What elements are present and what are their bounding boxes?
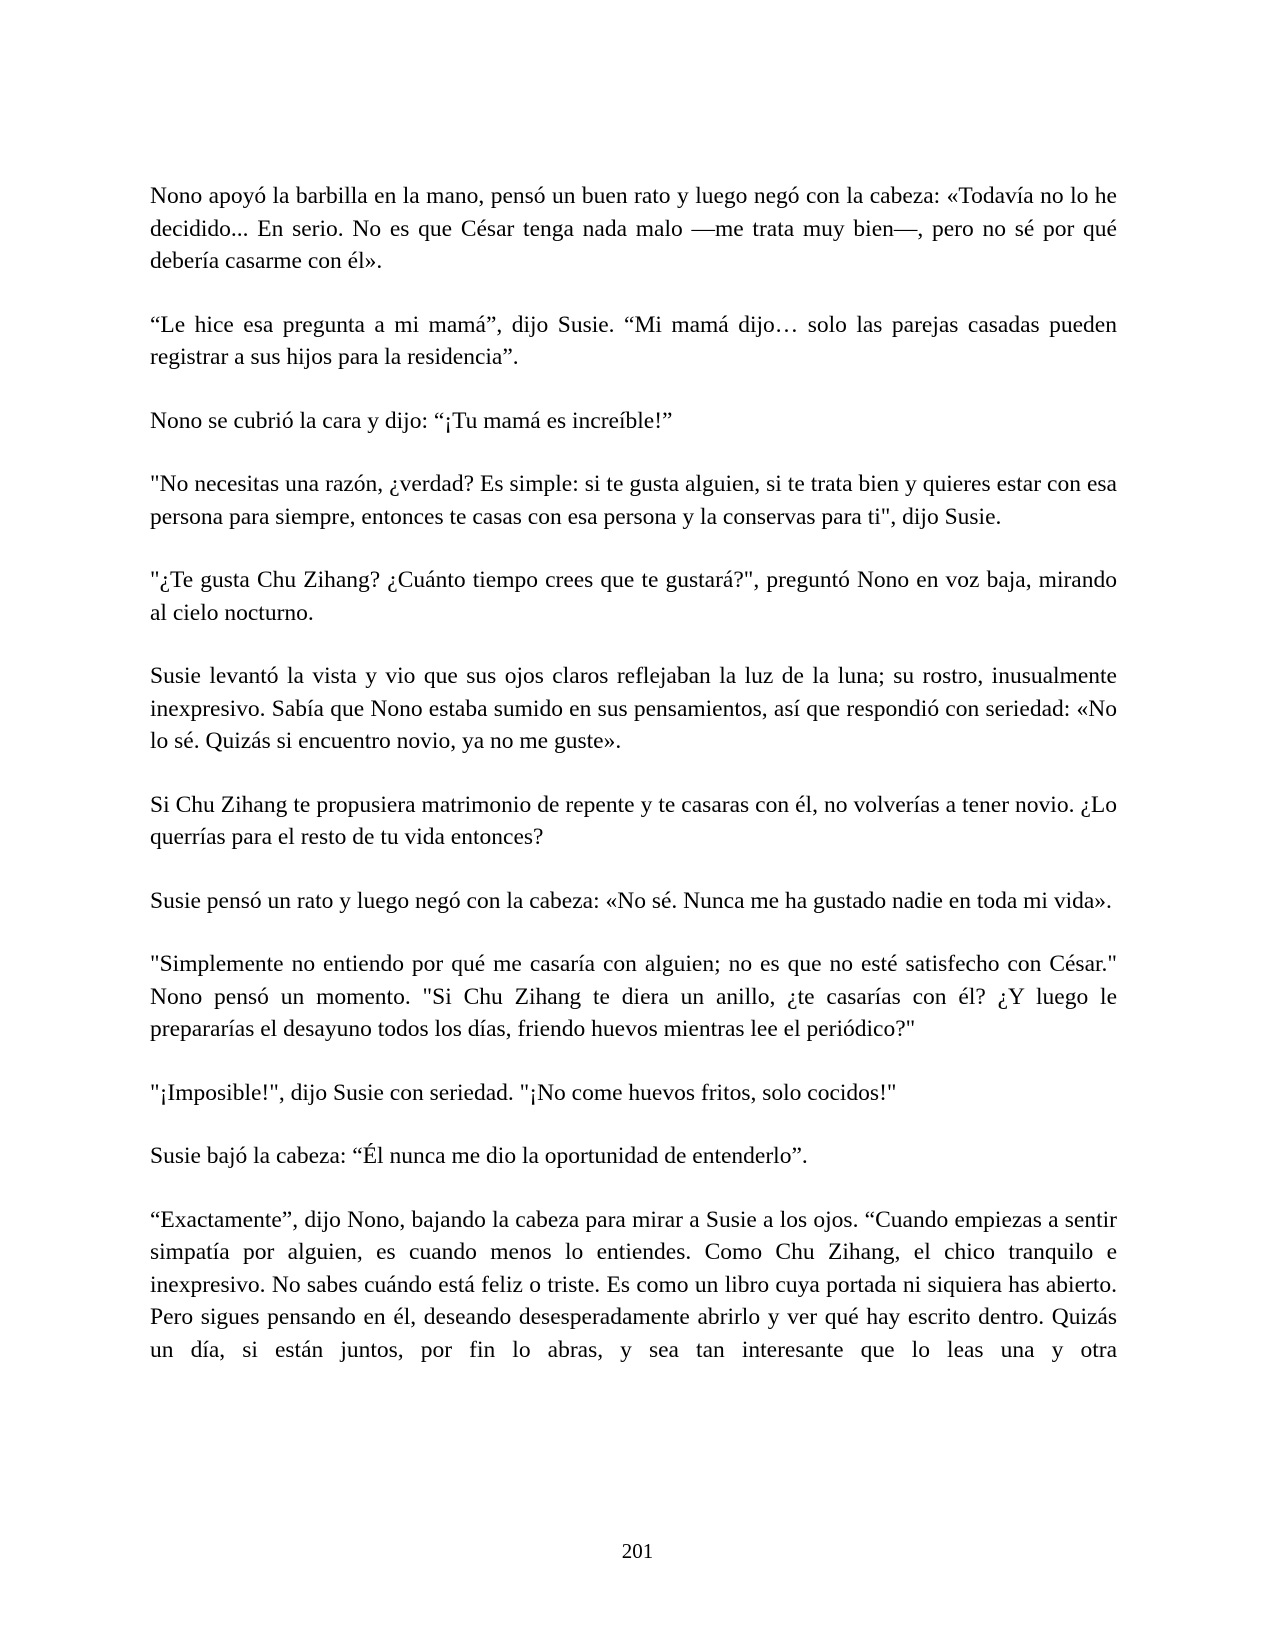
- text-body: [150, 180, 1117, 1366]
- paragraph-5: "¿Te gusta Chu Zihang? ¿Cuánto tiempo crees que te gustará?", preguntó Nono en voz baja, mirando al cielo nocturno.: [150, 567, 1117, 626]
- paragraph-10: "¡Imposible!", dijo Susie con seriedad. "¡No come huevos fritos, solo cocidos!": [150, 1079, 897, 1106]
- paragraph-7: Si Chu Zihang te propusiera matrimonio de repente y te casaras con él, no volverías a tener novio. ¿Lo querrías para el resto de tu vida entonces?: [150, 791, 1117, 850]
- paragraph-6: Susie levantó la vista y vio que sus ojos claros reflejaban la luz de la luna; su rostro, inusualmente inexpresivo. Sabía que Nono estaba sumido en sus pensamientos, así que respondió con seriedad: «No lo sé. Quizás si encuentro novio, ya no me guste».: [150, 663, 1117, 754]
- page-number: 201: [621, 1539, 654, 1563]
- paragraph-12: “Exactamente”, dijo Nono, bajando la cabeza para mirar a Susie a los ojos. “Cuando empiezas a sentir simpatía por alguien, es cuando menos lo entiendes. Como Chu Zihang, el chico tranquilo e inexpresivo. No sabes cuándo está feliz o triste. Es como un libro cuya portada ni siquiera has abierto. Pero sigues pensando en él, deseando desesperadamente abrirlo y ver qué hay escrito dentro. Quizás un día, si están juntos, por fin lo abras, y sea tan interesante que lo leas una y otra: [150, 1206, 1117, 1363]
- paragraph-9: "Simplemente no entiendo por qué me casaría con alguien; no es que no esté satisfecho con César." Nono pensó un momento. "Si Chu Zihang te diera un anillo, ¿te casarías con él? ¿Y luego le prepararías el desayuno todos los días, friendo huevos mientras lee el periódico?": [150, 951, 1117, 1042]
- paragraph-11: Susie bajó la cabeza: “Él nunca me dio la oportunidad de entenderlo”.: [150, 1143, 808, 1169]
- paragraph-1: Nono apoyó la barbilla en la mano, pensó un buen rato y luego negó con la cabeza: «Todavía no lo he decidido... En serio. No es que César tenga nada malo —me trata muy bien—, pero no sé por qué debería casarme con él».: [150, 183, 1117, 274]
- paragraph-4: "No necesitas una razón, ¿verdad? Es simple: si te gusta alguien, si te trata bien y quieres estar con esa persona para siempre, entonces te casas con esa persona y la conservas para ti", dijo Susie.: [150, 471, 1117, 530]
- paragraph-2: “Le hice esa pregunta a mi mamá”, dijo Susie. “Mi mamá dijo… solo las parejas casadas pueden registrar a sus hijos para la residencia”.: [150, 311, 1117, 370]
- paragraph-8: Susie pensó un rato y luego negó con la cabeza: «No sé. Nunca me ha gustado nadie en toda mi vida».: [150, 887, 1112, 914]
- paragraph-3: Nono se cubrió la cara y dijo: “¡Tu mamá es increíble!”: [150, 407, 673, 434]
